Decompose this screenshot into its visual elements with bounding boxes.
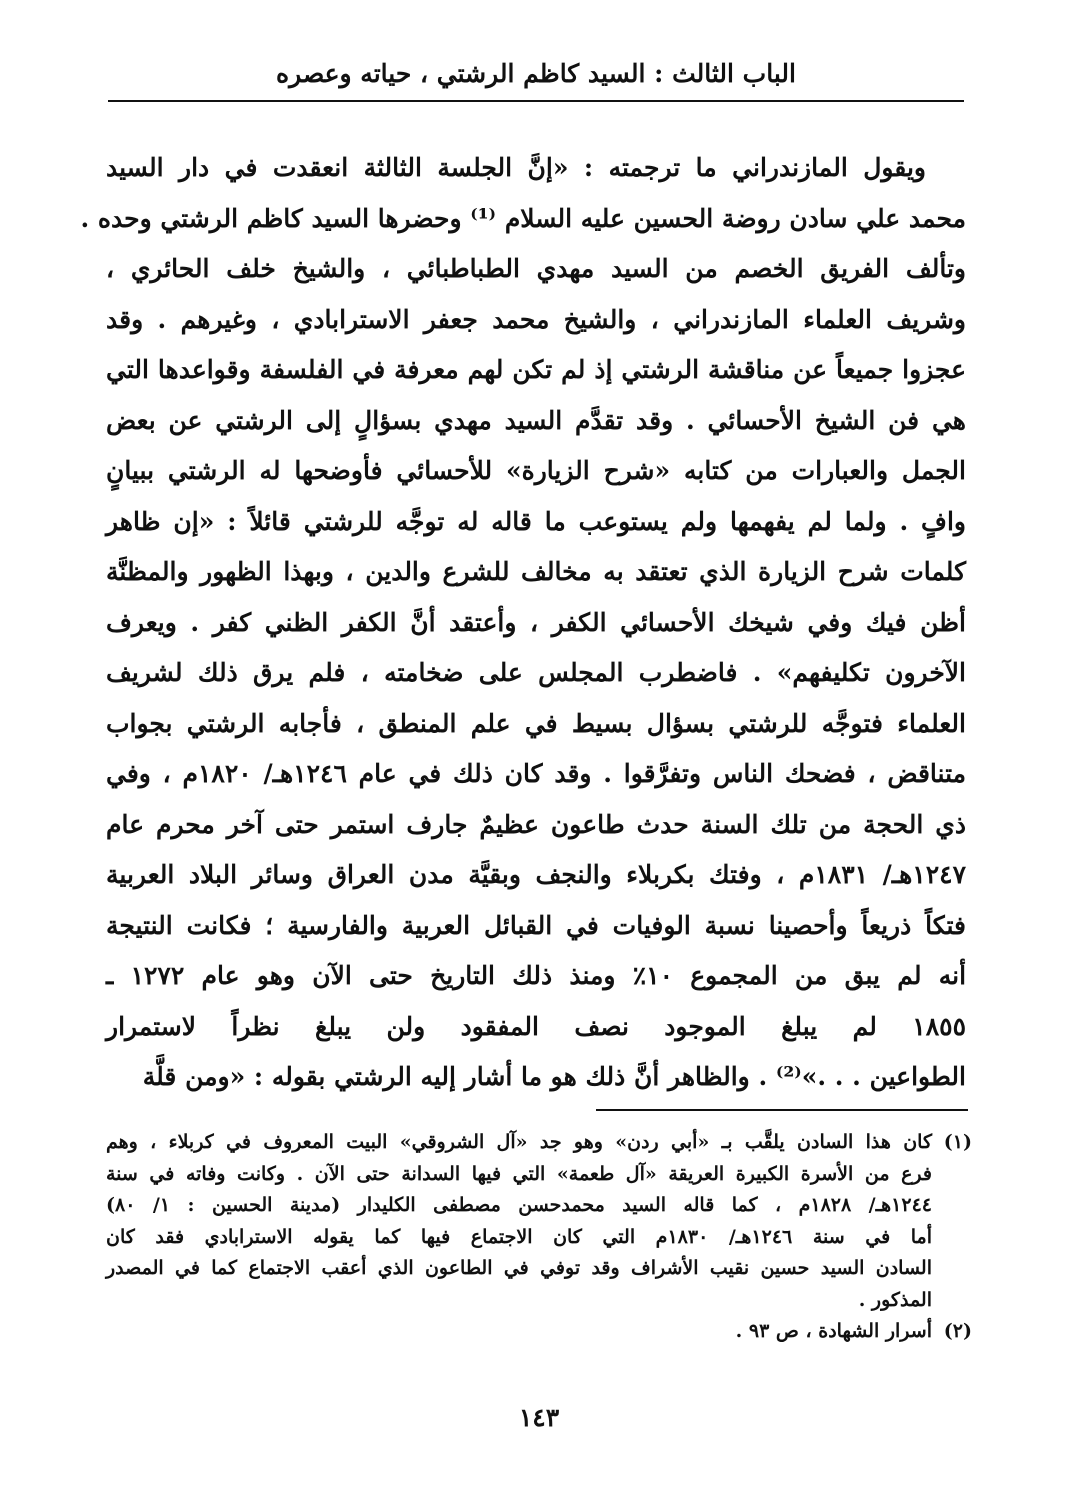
footnote-number: (١)	[943, 1131, 972, 1153]
body-line: متناقض ، فضحك الناس وتفرَّقوا . وقد كان ذلك في عام ١٢٤٦هـ/ ١٨٢٠م ، وفي	[106, 759, 967, 788]
body-line: وشريف العلماء المازندراني ، والشيخ محمد جعفر الاسترابادي ، وغيرهم . وقد	[106, 304, 966, 334]
body-line: أظن فيك وفي شيخك الأحسائي الكفر ، وأعتقد أنَّ الكفر الظني كفر . ويعرف	[106, 607, 966, 637]
footnote-1-first-line	[106, 1127, 972, 1159]
body-line: هي فن الشيخ الأحسائي . وقد تقدَّم السيد مهدي بسؤالٍ إلى الرشتي عن بعض	[106, 405, 966, 435]
body-line: وتألف الفريق الخصم من السيد مهدي الطباطبائي ، والشيخ خلف الحائري ،	[106, 254, 966, 283]
header-rule	[108, 100, 964, 102]
body-line: عجزوا جميعاً عن مناقشة الرشتي إذ لم تكن لهم معرفة في الفلسفة وقواعدها التي	[106, 355, 966, 384]
footnote-line: السادن السيد حسين نقيب الأشراف وقد توفي في الطاعون الذي أعقب الاجتماع كما في المصدر	[106, 1257, 932, 1279]
body-line: ويقول المازندراني ما ترجمته : «إنَّ الجلسة الثالثة انعقدت في دار السيد	[106, 153, 926, 182]
footnote-line: المذكور .	[858, 1288, 932, 1311]
footnote-line: ١٢٤٤هـ/ ١٨٢٨م ، كما قاله السيد محمدحسن مصطفى الكليدار (مدينة الحسين : ١/ ٨٠)	[106, 1194, 932, 1216]
body-line: الآخرون تكليفهم» . فاضطرب المجلس على ضخامته ، فلم يرق ذلك لشريف	[106, 658, 966, 687]
footnote-text: كان هذا السادن يلقَّب بـ «أبي ردن» وهو جد «آل الشروقي» البيت المعروف في كربلاء ، وهم	[106, 1131, 932, 1153]
footnotes	[106, 1127, 972, 1348]
body-line: أنه لم يبق من المجموع ١٠٪ ومنذ ذلك التاريخ حتى الآن وهو عام ١٢٧٢ ـ	[106, 961, 967, 990]
body-line: وافٍ . ولما لم يفهمها ولم يستوعب ما قاله له توجَّه للرشتي قائلاً : «إن ظاهر	[106, 506, 966, 536]
body-line: الطواعين . . .»⁽²⁾ . والظاهر أنَّ ذلك هو ما أشار إليه الرشتي بقوله : «ومن قلَّة	[142, 1062, 966, 1091]
footnote-separator	[596, 1109, 968, 1111]
running-header: الباب الثالث : السيد كاظم الرشتي ، حياته وعصره	[276, 59, 796, 88]
body-line: ١٨٥٥ لم يبلغ الموجود نصف المفقود ولن يبلغ نظراً لاستمرار	[106, 1011, 966, 1041]
footnote-2	[106, 1316, 972, 1348]
body-line: ١٢٤٧هـ/ ١٨٣١م ، وفتك بكربلاء والنجف وبقيَّة مدن العراق وسائر البلاد العربية	[106, 860, 967, 889]
footnote-line: أما في سنة ١٢٤٦هـ/ ١٨٣٠م التي كان الاجتماع فيها كما يقوله الاسترابادي فقد كان	[106, 1225, 932, 1248]
body-line: كلمات شرح الزيارة الذي تعتقد به مخالف للشرع والدين ، وبهذا الظهور والمظنَّة	[106, 557, 966, 586]
footnote-line: فرع من الأسرة الكبيرة العريقة «آل طعمة» التي فيها السدانة حتى الآن . وكانت وفاته في سنة	[106, 1162, 932, 1185]
body-line: فتكاً ذريعاً وأحصينا نسبة الوفيات في القبائل العربية والفارسية ؛ فكانت النتيجة	[106, 910, 966, 940]
footnote-number: (٢)	[943, 1320, 972, 1342]
body-line: الجمل والعبارات من كتابه «شرح الزيارة» للأحسائي فأوضحها له الرشتي ببيانٍ	[106, 456, 966, 485]
body-line: ذي الحجة من تلك السنة حدث طاعون عظيمٌ جارف استمر حتى آخر محرم عام	[106, 809, 966, 839]
page-number: ١٤٣	[518, 1403, 560, 1432]
footnote-text: أسرار الشهادة ، ص ٩٣ .	[735, 1320, 932, 1342]
body-line: العلماء فتوجَّه للرشتي بسؤال بسيط في علم المنطق ، فأجابه الرشتي بجواب	[106, 708, 966, 738]
body-text	[80, 143, 967, 1103]
body-line: محمد علي سادن روضة الحسين عليه السلام ⁽¹⁾ وحضرها السيد كاظم الرشتي وحده .	[80, 203, 966, 233]
